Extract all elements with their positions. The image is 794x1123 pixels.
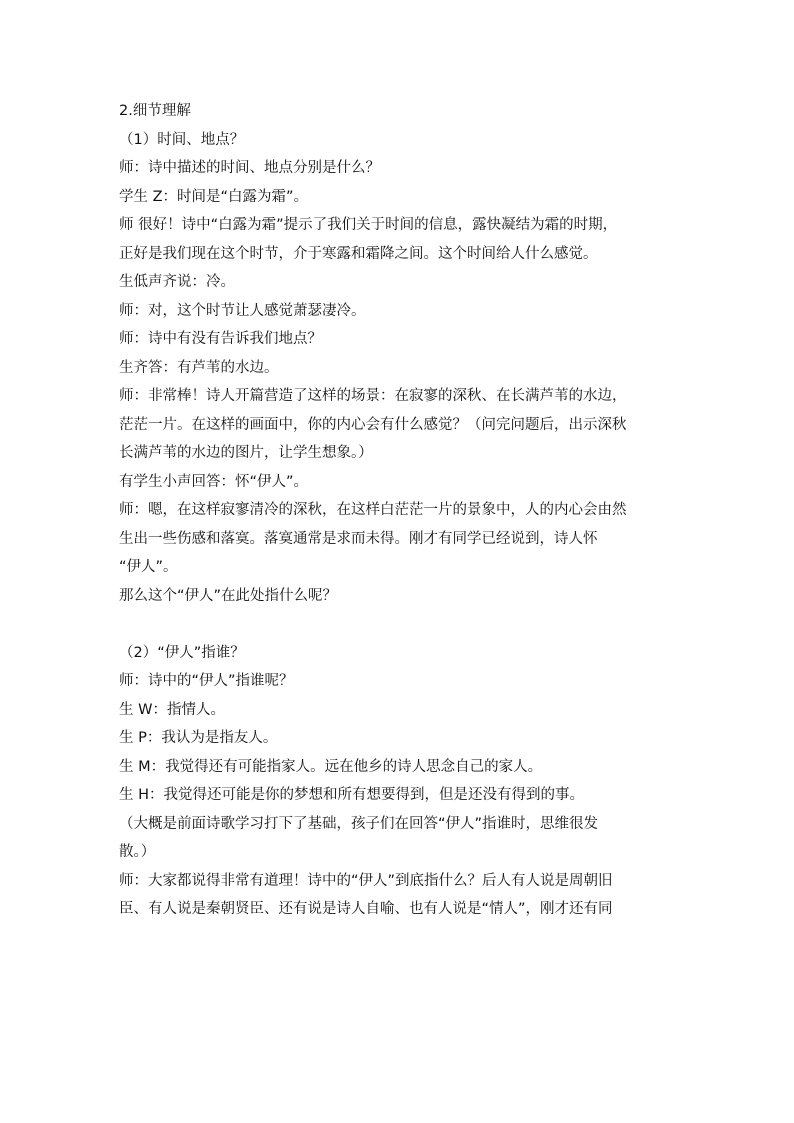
- dialogue-line: 师：诗中有没有告诉我们地点？: [119, 331, 322, 347]
- dialogue-line: 师：诗中描述的时间、地点分别是什么？: [119, 160, 380, 176]
- dialogue-line: 生低声齐说：冷。: [119, 274, 235, 290]
- dialogue-line: 生 M：我觉得还有可能指家人。远在他乡的诗人思念自己的家人。: [119, 758, 543, 775]
- dialogue-line: “伊人”。: [119, 559, 178, 575]
- dialogue-line: 师：嗯，在这样寂寥清冷的深秋，在这样白茫茫一片的景象中，人的内心会由然: [119, 502, 627, 518]
- blank-line: [119, 610, 679, 639]
- dialogue-line: 生 W：指情人。: [119, 701, 225, 718]
- dialogue-line: 茫茫一片。在这样的画面中，你的内心会有什么感觉？（问完问题后，出示深秋: [119, 416, 627, 433]
- dialogue-line: 生 H：我觉得还可能是你的梦想和所有想要得到，但是还没有得到的事。: [119, 787, 585, 803]
- subsection-heading: （2）“伊人”指谁？: [119, 644, 245, 661]
- dialogue-line: 师 很好！诗中“白露为霜”提示了我们关于时间的信息，露快凝结为霜的时期，: [119, 217, 618, 233]
- dialogue-line: 师：大家都说得非常有道理！诗中的“伊人”到底指什么？后人有人说是周朝旧: [119, 872, 613, 889]
- dialogue-line: （大概是前面诗歌学习打下了基础，孩子们在回答“伊人”指谁时，思维很发: [119, 815, 599, 832]
- subsection-heading: （1）时间、地点？: [119, 131, 245, 148]
- dialogue-line: 学生 Z：时间是“白露为霜”。: [119, 188, 309, 205]
- dialogue-line: 生出一些伤感和落寞。落寞通常是求而未得。刚才有同学已经说到，诗人怀: [119, 530, 598, 547]
- dialogue-line: 师：对，这个时节让人感觉萧瑟凄冷。: [119, 302, 366, 319]
- dialogue-line: 生齐答：有芦苇的水边。: [119, 359, 279, 376]
- dialogue-line: 散。）: [119, 844, 156, 860]
- dialogue-line: 那么这个“伊人”在此处指什么呢？: [119, 587, 338, 604]
- dialogue-line: 正好是我们现在这个时节，介于寒露和霜降之间。这个时间给人什么感觉。: [119, 245, 598, 262]
- dialogue-line: 有学生小声回答：怀“伊人”。: [119, 473, 309, 490]
- dialogue-line: 师：诗中的“伊人”指谁呢？: [119, 673, 294, 689]
- section-heading: 2.细节理解: [119, 103, 191, 119]
- dialogue-line: 生 P：我认为是指友人。: [119, 730, 278, 746]
- document-body: [119, 97, 679, 924]
- dialogue-line: 长满芦苇的水边的图片，让学生想象。）: [119, 445, 373, 461]
- dialogue-line: 臣、有人说是秦朝贤臣、还有说是诗人自喻、也有人说是“情人”，刚才还有同: [119, 901, 613, 917]
- dialogue-line: 师：非常棒！诗人开篇营造了这样的场景：在寂寥的深秋、在长满芦苇的水边，: [119, 388, 627, 404]
